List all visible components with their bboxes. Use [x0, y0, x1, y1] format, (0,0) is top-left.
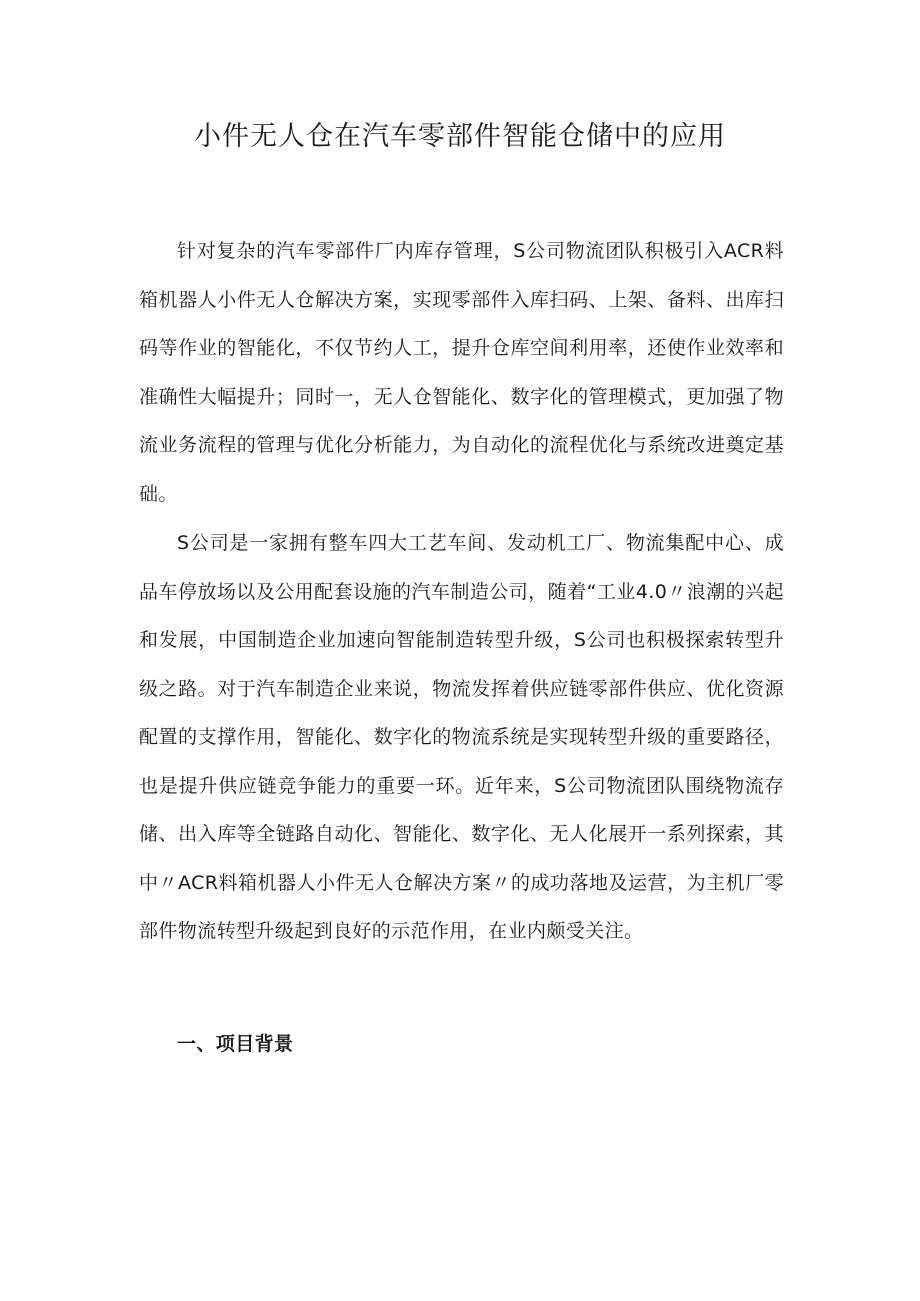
- paragraph-intro: 针对复杂的汽车零部件厂内库存管理，S公司物流团队积极引入ACR料箱机器人小件无人仓解决方案，实现零部件入库扫码、上架、备料、出库扫码等作业的智能化，不仅节约人工，提升仓库空间利用率，还使作业效率和准确性大幅提升；同时一，无人仓智能化、数字化的管理模式，更加强了物流业务流程的管理与优化分析能力，为自动化的流程优化与系统改进奠定基础。: [139, 240, 784, 505]
- document-title: 小件无人仓在汽车零部件智能仓储中的应用: [194, 121, 726, 152]
- section-heading: 一、项目背景: [177, 1033, 294, 1055]
- paragraph-company: S公司是一家拥有整车四大工艺车间、发动机工厂、物流集配中心、成品车停放场以及公用配套设施的汽车制造公司，随着“工业4.0〃浪潮的兴起和发展，中国制造企业加速向智能制造转型升级，S公司也积极探索转型升级之路。对于汽车制造企业来说，物流发挥着供应链零部件供应、优化资源配置的支撑作用，智能化、数字化的物流系统是实现转型升级的重要路径，也是提升供应链竞争能力的重要一环。近年来，S公司物流团队围绕物流存储、出入库等全链路自动化、智能化、数字化、无人化展开一系列探索，其中〃ACR料箱机器人小件无人仓解决方案〃的成功落地及运营，为主机厂零部件物流转型升级起到良好的示范作用，在业内颇受关注。: [139, 532, 784, 942]
